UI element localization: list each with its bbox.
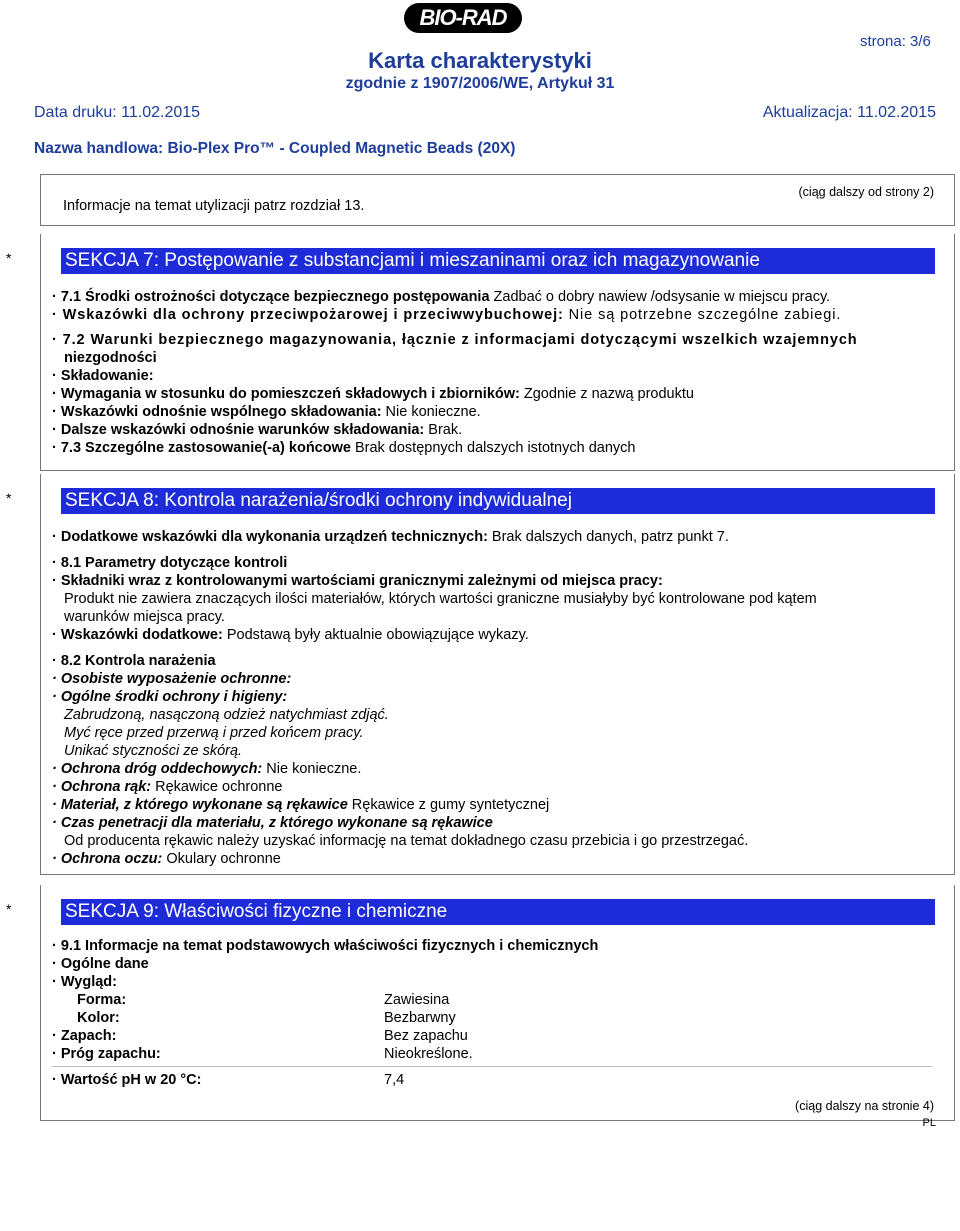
s8-line-7: · Osobiste wyposażenie ochronne: — [52, 671, 292, 687]
document-title: Karta charakterystyki — [368, 48, 592, 73]
s9-line-1: · 9.1 Informacje na temat podstawowych właściwości fizycznych i chemicznych — [52, 938, 599, 954]
s8-line-8: · Ogólne środki ochrony i higieny: — [52, 689, 288, 705]
continued-to: (ciąg dalszy na stronie 4) — [795, 1099, 934, 1113]
page-number: strona: 3/6 — [860, 33, 931, 50]
s8-line-12: · Ochrona dróg oddechowych: Nie konieczne. — [52, 761, 362, 777]
document-subtitle: zgodnie z 1907/2006/WE, Artykuł 31 — [345, 75, 615, 92]
s7-line-6: · Wskazówki odnośnie wspólnego składowania: Nie konieczne. — [52, 404, 481, 420]
s7-line-7: · Dalsze wskazówki odnośnie warunków składowania: Brak. — [52, 422, 463, 438]
s8-line-10: Myć ręce przed przerwą i przed końcem pracy. — [64, 725, 364, 741]
s8-line-14: · Materiał, z którego wykonane są rękawice Rękawice z gumy syntetycznej — [52, 797, 550, 813]
s8-line-5: · Wskazówki dodatkowe: Podstawą były aktualnie obowiązujące wykazy. — [52, 627, 529, 643]
s8-line-4a: Produkt nie zawiera znaczących ilości materiałów, których wartości graniczne musiałyby być kontrolowane pod kątem — [64, 591, 817, 607]
s7-line-2: · Wskazówki dla ochrony przeciwpożarowej i przeciwwybuchowej: Nie są potrzebne szczególne zabiegi. — [52, 307, 842, 323]
s8-line-2: · 8.1 Parametry dotyczące kontroli — [52, 555, 288, 571]
print-date: Data druku: 11.02.2015 — [34, 104, 201, 121]
s9-forma-value: Zawiesina — [384, 992, 450, 1008]
s8-line-17: · Ochrona oczu: Okulary ochronne — [52, 851, 281, 867]
s8-line-6: · 8.2 Kontrola narażenia — [52, 653, 216, 669]
disposal-info: Informacje na temat utylizacji patrz rozdział 13. — [63, 198, 365, 214]
s9-kolor-value: Bezbarwny — [384, 1010, 456, 1026]
s7-line-3b: niezgodności — [64, 350, 157, 366]
s8-line-3: · Składniki wraz z kontrolowanymi wartościami granicznymi zależnymi od miejsca pracy: — [52, 573, 663, 589]
s9-line-2: · Ogólne dane — [52, 956, 149, 972]
s9-ph-value: 7,4 — [384, 1072, 405, 1088]
s9-line-3: · Wygląd: — [52, 974, 117, 990]
language-code: PL — [922, 1117, 936, 1129]
s8-line-1: · Dodatkowe wskazówki dla wykonania urządzeń technicznych: Brak dalszych danych, patrz punkt 7. — [52, 529, 729, 545]
s8-line-13: · Ochrona rąk: Rękawice ochronne — [52, 779, 283, 795]
s7-line-5: · Wymagania w stosunku do pomieszczeń składowych i zbiorników: Zgodnie z nazwą produktu — [52, 386, 694, 402]
s7-line-8: · 7.3 Szczególne zastosowanie(-a) końcowe Brak dostępnych dalszych istotnych danych — [52, 440, 636, 456]
s9-zapach-value: Bez zapachu — [384, 1028, 468, 1044]
update-date: Aktualizacja: 11.02.2015 — [762, 104, 936, 121]
continued-from: (ciąg dalszy od strony 2) — [798, 185, 934, 199]
section-9-header: SEKCJA 9: Właściwości fizyczne i chemiczne — [61, 899, 935, 925]
s9-prog-value: Nieokreślone. — [384, 1046, 473, 1062]
divider — [52, 1066, 932, 1067]
change-marker: * — [6, 490, 12, 506]
s7-storage: · Składowanie: — [52, 368, 154, 384]
section-8-header: SEKCJA 8: Kontrola narażenia/środki ochrony indywidualnej — [61, 488, 935, 514]
s8-line-9: Zabrudzoną, nasączoną odzież natychmiast zdjąć. — [64, 707, 389, 723]
s9-ph-label: · Wartość pH w 20 °C: — [52, 1072, 202, 1088]
s9-kolor-label: Kolor: — [77, 1010, 120, 1026]
s9-zapach-label: · Zapach: — [52, 1028, 117, 1044]
bio-rad-logo: BIO-RAD — [404, 3, 522, 33]
s9-prog-label: · Próg zapachu: — [52, 1046, 161, 1062]
s8-line-4b: warunków miejsca pracy. — [64, 609, 225, 625]
s8-line-16: Od producenta rękawic należy uzyskać informację na temat dokładnego czasu przebicia i go przestrzegać. — [64, 833, 749, 849]
change-marker: * — [6, 250, 12, 266]
s9-forma-label: Forma: — [77, 992, 127, 1008]
trade-name: Nazwa handlowa: Bio-Plex Pro™ - Coupled Magnetic Beads (20X) — [34, 140, 516, 157]
s8-line-15: · Czas penetracji dla materiału, z którego wykonane są rękawice — [52, 815, 493, 831]
change-marker: * — [6, 901, 12, 917]
section-7-header: SEKCJA 7: Postępowanie z substancjami i mieszaninami oraz ich magazynowanie — [61, 248, 935, 274]
s7-line-1: · 7.1 Środki ostrożności dotyczące bezpiecznego postępowania Zadbać o dobry nawiew /odsysanie w miejscu pracy. — [52, 289, 831, 305]
s8-line-11: Unikać styczności ze skórą. — [64, 743, 243, 759]
s7-line-3a: · 7.2 Warunki bezpiecznego magazynowania, łącznie z informacjami dotyczącymi wszelkich wzajemnych — [52, 332, 858, 348]
